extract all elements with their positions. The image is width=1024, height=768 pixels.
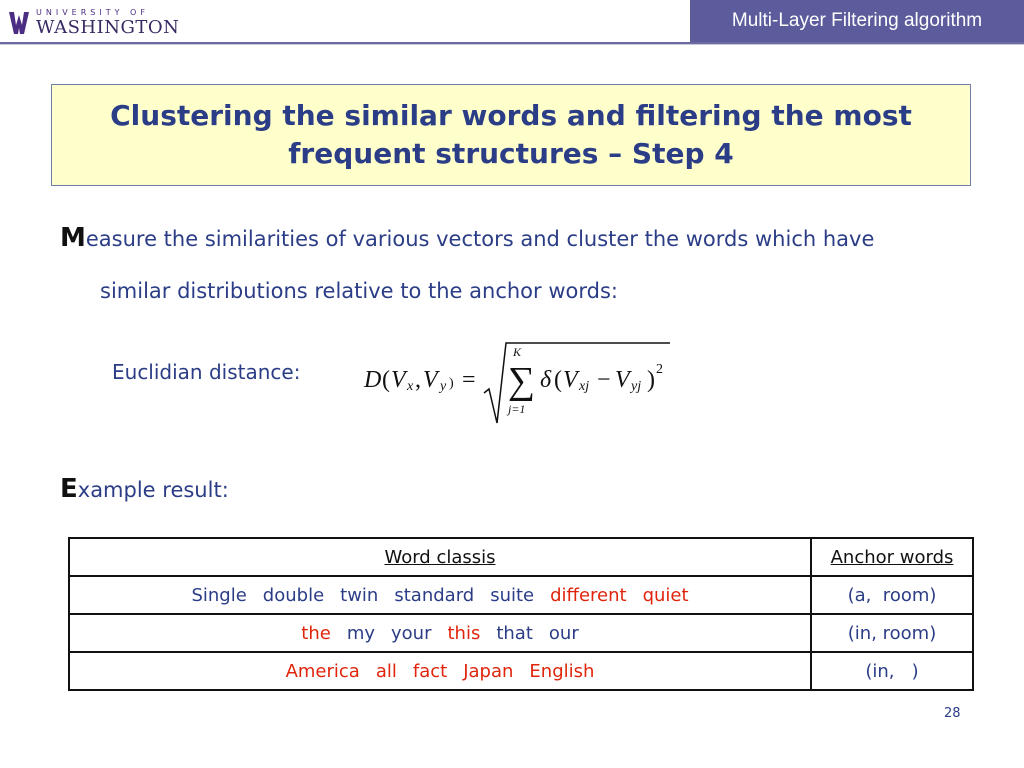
- word-item: Japan: [463, 660, 514, 682]
- word-class-cell: [69, 652, 811, 690]
- word-item: twin: [340, 584, 379, 606]
- word-item: America: [285, 660, 360, 682]
- word-item: English: [529, 660, 595, 682]
- sum-lower: j=1: [508, 402, 526, 416]
- word-class-cell: [69, 614, 811, 652]
- svg-text:=: =: [462, 367, 476, 393]
- euclidian-label: Euclidian distance:: [112, 360, 301, 384]
- example-text: xample result:: [77, 478, 229, 502]
- uw-logo: [8, 6, 179, 40]
- word-item: suite: [490, 584, 535, 606]
- word-item: double: [262, 584, 325, 606]
- slide-topic-label: Multi-Layer Filtering algorithm: [731, 10, 983, 31]
- title-box: [51, 84, 971, 186]
- header-anchor-words: Anchor words: [811, 538, 973, 576]
- example-paragraph: [60, 474, 229, 504]
- example-result-table: [68, 537, 974, 691]
- svg-text:): ): [647, 367, 655, 393]
- measure-line-2: similar distributions relative to the anchor words:: [100, 279, 618, 303]
- page-number: 28: [944, 706, 961, 721]
- euclidian-distance-formula: [360, 335, 680, 430]
- table-body: [69, 576, 973, 690]
- word-item: fact: [412, 660, 448, 682]
- anchor-words-cell: (a, room): [811, 576, 973, 614]
- sum-upper: K: [513, 345, 522, 359]
- anchor-words-cell: (in, ): [811, 652, 973, 690]
- logo-top-text: UNIVERSITY OF: [36, 8, 149, 17]
- word-item: standard: [394, 584, 475, 606]
- table-row: [69, 576, 973, 614]
- word-item: different: [550, 584, 627, 606]
- word-item: my: [346, 622, 375, 644]
- word-item: that: [496, 622, 533, 644]
- formula-sub-xj: xj: [579, 379, 590, 394]
- formula-Vy: V: [423, 367, 438, 393]
- header-word-classis: Word classis: [69, 538, 811, 576]
- table-header-row: [69, 538, 973, 576]
- word-item: all: [375, 660, 397, 682]
- formula-Vxj: V: [563, 367, 578, 393]
- word-class-cell: [69, 576, 811, 614]
- word-item: this: [447, 622, 481, 644]
- svg-text:−: −: [597, 367, 611, 393]
- slide-topic: [690, 0, 1024, 42]
- word-item: Single: [191, 584, 247, 606]
- measure-line-1: easure the similarities of various vectors and cluster the words which have: [85, 227, 875, 251]
- word-item: quiet: [642, 584, 689, 606]
- word-item: your: [391, 622, 432, 644]
- slide-title: Clustering the similar words and filtering the most frequent structures – Step 4: [110, 99, 912, 170]
- formula-sub-x: x: [407, 379, 414, 394]
- sum-sign: ∑: [508, 360, 536, 402]
- formula-exponent: 2: [656, 362, 663, 377]
- formula-Vx: V: [391, 367, 406, 393]
- measure-paragraph: [60, 212, 960, 317]
- formula-sub-yj: yj: [631, 379, 642, 394]
- svg-text:(: (: [382, 367, 390, 393]
- formula-Vyj: V: [615, 367, 630, 393]
- word-item: our: [548, 622, 579, 644]
- table-row: [69, 614, 973, 652]
- table-row: [69, 652, 973, 690]
- formula-sub-y: y: [440, 379, 447, 394]
- svg-text:,: ,: [415, 367, 421, 393]
- header-divider-shadow: [0, 44, 1024, 45]
- drop-cap-e: E: [60, 474, 78, 504]
- word-item: the: [301, 622, 331, 644]
- formula-D: D: [364, 367, 382, 393]
- uw-w-icon: [8, 9, 30, 37]
- anchor-words-cell: (in, room): [811, 614, 973, 652]
- logo-bottom-text: WASHINGTON: [36, 17, 180, 38]
- formula-delta: δ: [540, 367, 552, 393]
- drop-cap: M: [60, 223, 86, 253]
- svg-text:(: (: [554, 367, 562, 393]
- svg-text:): ): [449, 376, 454, 391]
